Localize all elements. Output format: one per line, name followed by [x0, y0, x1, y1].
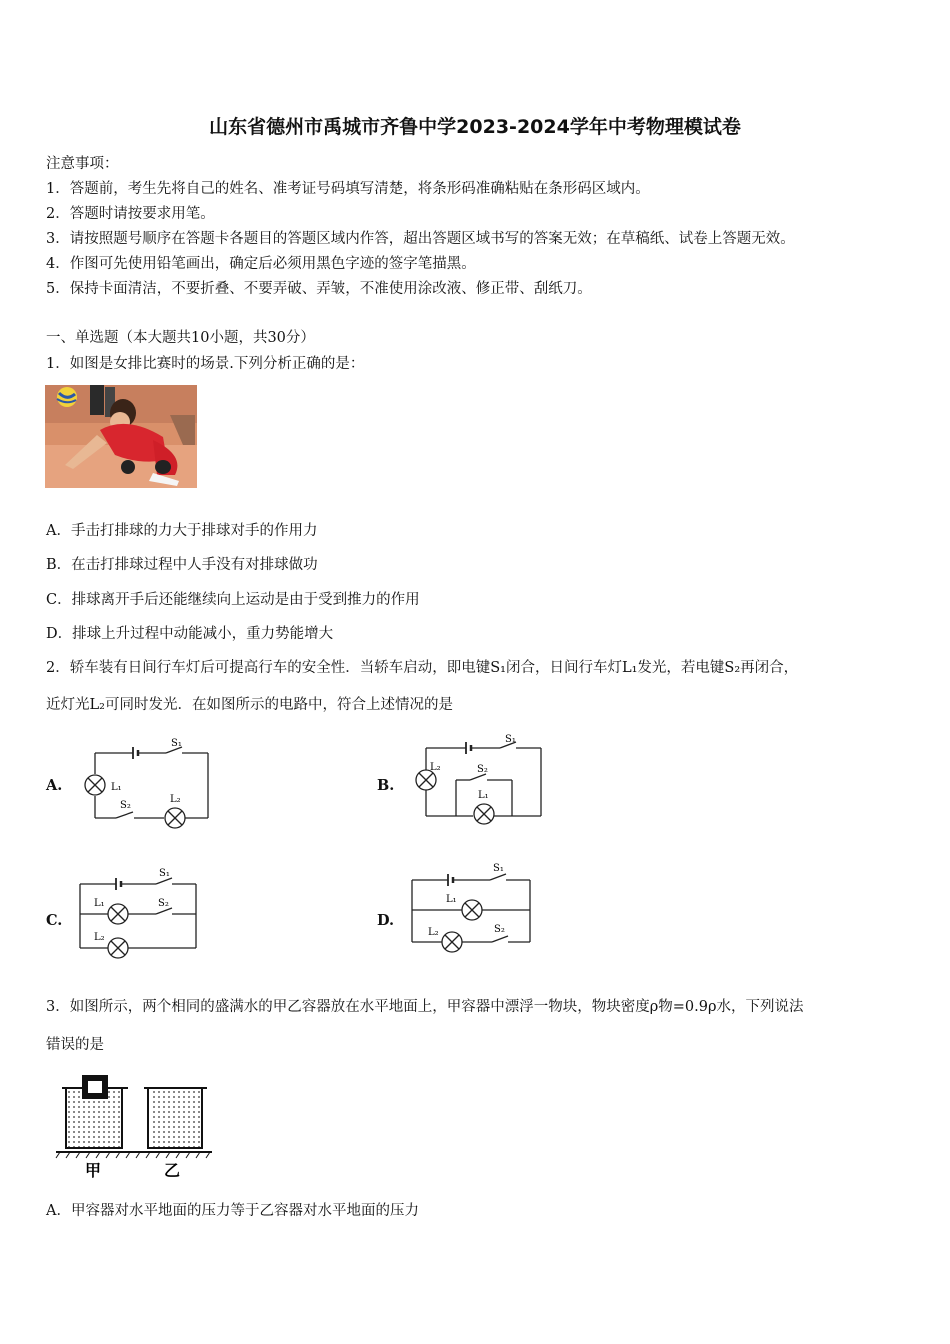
- container-jia-label: 甲: [85, 1161, 102, 1180]
- q1-option-c: C．排球离开手后还能继续向上运动是由于受到推力的作用: [46, 592, 420, 608]
- volleyball-photo: [45, 385, 197, 488]
- circuit-b-diagram: [408, 728, 548, 828]
- notice-item: 1．答题前，考生先将自己的姓名、准考证号码填写清楚，将条形码准确粘贴在条形码区域内。: [46, 181, 650, 197]
- section-heading: 一、单选题（本大题共10小题，共30分）: [46, 330, 315, 346]
- switch-s1-label: S₁: [505, 734, 516, 745]
- circuit-d-diagram: [406, 856, 538, 956]
- container-yi-label: 乙: [164, 1161, 181, 1180]
- switch-s1-label: S₁: [171, 738, 182, 749]
- lamp-l2-label: L₂: [94, 932, 105, 943]
- circuit-c-label: C.: [46, 912, 63, 929]
- circuit-b-label: B.: [377, 777, 395, 794]
- notice-item: 2．答题时请按要求用笔。: [46, 206, 215, 222]
- lamp-l1-label: L₁: [478, 790, 489, 801]
- lamp-l1-label: L₁: [94, 898, 105, 909]
- lamp-l1-label: L₁: [446, 894, 457, 905]
- switch-s1-label: S₁: [493, 863, 504, 874]
- q1-option-b: B．在击打排球过程中人手没有对排球做功: [46, 557, 318, 573]
- lamp-l2-label: L₂: [170, 794, 181, 805]
- circuit-d-label: D.: [377, 912, 395, 929]
- containers-diagram: [52, 1070, 214, 1182]
- exam-title: 山东省德州市禹城市齐鲁中学2023-2024学年中考物理模试卷: [209, 116, 741, 138]
- question-2-stem-line1: 2．轿车装有日间行车灯后可提高行车的安全性．当轿车启动，即电键S₁闭合，日间行车灯L₁发光，若电键S₂再闭合，: [46, 660, 799, 676]
- q1-option-d: D．排球上升过程中动能减小，重力势能增大: [46, 626, 334, 642]
- question-2-stem-line2: 近灯光L₂可同时发光．在如图所示的电路中，符合上述情况的是: [46, 697, 453, 713]
- notice-heading: 注意事项：: [46, 156, 119, 172]
- notice-item: 4．作图可先使用铅笔画出，确定后必须用黑色字迹的签字笔描黑。: [46, 256, 476, 272]
- switch-s2-label: S₂: [494, 924, 505, 935]
- question-3-stem-line2: 错误的是: [46, 1037, 104, 1053]
- lamp-l2-label: L₂: [430, 762, 441, 773]
- switch-s2-label: S₂: [158, 898, 169, 909]
- circuit-a-diagram: [78, 738, 213, 830]
- q1-option-a: A．手击打排球的力大于排球对手的作用力: [46, 523, 318, 539]
- switch-s1-label: S₁: [159, 868, 170, 879]
- notice-item: 5．保持卡面清洁，不要折叠、不要弄破、弄皱，不准使用涂改液、修正带、刮纸刀。: [46, 281, 592, 297]
- lamp-l2-label: L₂: [428, 927, 439, 938]
- circuit-a-label: A.: [46, 777, 63, 794]
- notice-item: 3．请按照题号顺序在答题卡各题目的答题区域内作答，超出答题区域书写的答案无效；在草稿纸、试卷上答题无效。: [46, 231, 795, 247]
- question-3-stem-line1: 3．如图所示，两个相同的盛满水的甲乙容器放在水平地面上，甲容器中漂浮一物块，物块密度ρ物=0.9ρ水，下列说法: [46, 999, 804, 1015]
- switch-s2-label: S₂: [120, 800, 131, 811]
- lamp-l1-label: L₁: [111, 782, 122, 793]
- q3-option-a: A．甲容器对水平地面的压力等于乙容器对水平地面的压力: [46, 1203, 419, 1219]
- question-1-stem: 1．如图是女排比赛时的场景.下列分析正确的是：: [46, 356, 365, 372]
- circuit-c-diagram: [76, 862, 204, 962]
- switch-s2-label: S₂: [477, 764, 488, 775]
